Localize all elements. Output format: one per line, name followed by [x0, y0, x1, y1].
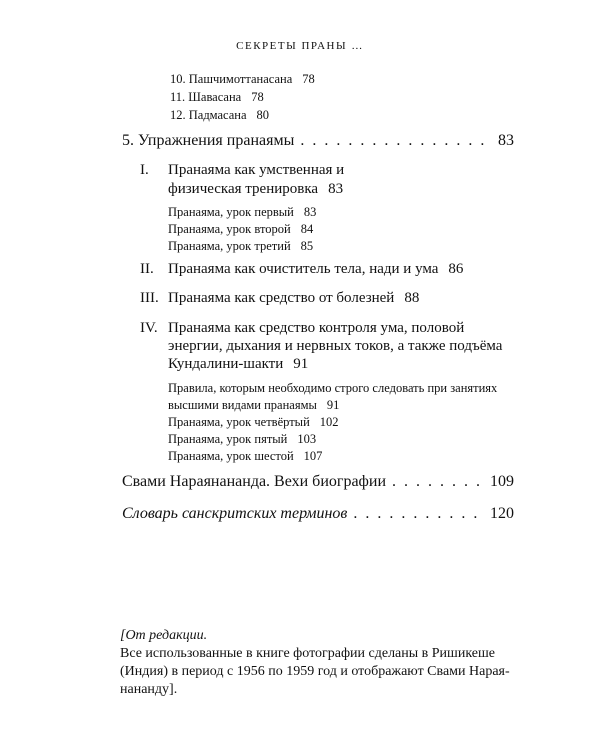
toc-entry-title: Пранаяма, урок первый: [168, 205, 294, 219]
running-header: СЕКРЕТЫ ПРАНЫ …: [236, 40, 364, 52]
toc-entry-title: Свами Нараянананда. Вехи биографии: [122, 473, 387, 490]
dot-leader: [300, 132, 492, 150]
toc-glossary[interactable]: [122, 505, 514, 523]
toc-section-3[interactable]: [140, 290, 419, 307]
editorial-note-line-2: (Индия) в период с 1956 по 1959 год и отображают Свами Нарая-: [120, 664, 510, 679]
toc-entry-title: высшими видами пранаямы: [168, 398, 317, 412]
toc-page-number: 109: [490, 473, 514, 490]
toc-biography[interactable]: [122, 473, 514, 491]
dot-leader: [392, 473, 484, 491]
toc-section-1-continued: [168, 181, 343, 198]
toc-entry-title: Пранаяма, урок второй: [168, 222, 291, 236]
toc-rules-entry[interactable]: [168, 381, 497, 396]
toc-entry-title: Пранаяма как очиститель тела, нади и ума: [168, 261, 439, 277]
toc-page-number: 120: [490, 505, 514, 522]
toc-entry-title: 11. Шавасана: [170, 90, 242, 104]
toc-page-number: 85: [300, 239, 314, 253]
toc-entry-title: Пранаяма как средство от болезней: [168, 290, 395, 306]
editorial-note-heading: [От редакции.: [120, 628, 208, 643]
roman-numeral: III.: [140, 290, 159, 306]
toc-entry-title: 12. Падмасана: [170, 108, 247, 122]
toc-page-number: 78: [302, 72, 315, 86]
toc-page-number: 88: [404, 290, 420, 306]
toc-entry-title: 10. Пашчимоттанасана: [170, 72, 293, 86]
toc-rules-entry-continued: [168, 398, 339, 413]
roman-numeral: II.: [140, 261, 154, 277]
toc-page-number: 83: [303, 205, 317, 219]
toc-entry-title: Пранаяма, урок третий: [168, 239, 291, 253]
toc-entry-title: физическая тренировка: [168, 181, 319, 197]
toc-page-number: 103: [297, 432, 317, 446]
toc-page-number: 102: [319, 415, 339, 429]
toc-page-number: 78: [251, 90, 264, 104]
toc-page-number: 80: [256, 108, 270, 122]
toc-page-number: 86: [448, 261, 464, 277]
toc-lesson-4[interactable]: [168, 415, 339, 430]
toc-lesson-3[interactable]: [168, 239, 313, 254]
toc-entry-asana-11[interactable]: [170, 90, 264, 105]
toc-page-number: 84: [300, 222, 314, 236]
toc-lesson-2[interactable]: [168, 222, 313, 237]
roman-numeral: I.: [140, 162, 149, 178]
toc-section-1[interactable]: [140, 162, 344, 179]
toc-page-number: 107: [303, 449, 323, 463]
toc-entry-title: 5. Упражнения пранаямы: [122, 132, 295, 149]
toc-chapter-5[interactable]: [122, 132, 514, 150]
toc-page-number: 91: [326, 398, 340, 412]
toc-lesson-6[interactable]: [168, 449, 322, 464]
toc-lesson-1[interactable]: [168, 205, 316, 220]
dot-leader: [353, 505, 484, 523]
toc-entry-title: энергии, дыхания и нервных токов, а также подъёма: [168, 338, 503, 354]
editorial-note-line-1: Все использованные в книге фотографии сделаны в Ришикеше: [120, 646, 495, 661]
toc-entry-title: Кундалини-шакти: [168, 356, 284, 372]
toc-page-number: 83: [498, 132, 514, 149]
toc-entry-title: Пранаяма, урок четвёртый: [168, 415, 310, 429]
toc-entry-title: Пранаяма, урок шестой: [168, 449, 294, 463]
toc-entry-title: Пранаяма как средство контроля ума, половой: [168, 320, 465, 336]
editorial-note-line-3: нананду].: [120, 682, 178, 697]
toc-entry-title: Пранаяма как умственная и: [168, 162, 345, 178]
toc-entry-title: Пранаяма, урок пятый: [168, 432, 288, 446]
toc-page-number: 91: [293, 356, 309, 372]
roman-numeral: IV.: [140, 320, 158, 336]
toc-entry-asana-12[interactable]: [170, 108, 269, 123]
toc-section-2[interactable]: [140, 261, 463, 278]
toc-lesson-5[interactable]: [168, 432, 316, 447]
toc-section-4-line-2: [168, 338, 502, 355]
toc-entry-title: Правила, которым необходимо строго следовать при занятиях: [168, 381, 498, 395]
toc-entry-title: Словарь санскритских терминов: [122, 505, 348, 522]
toc-page-number: 83: [328, 181, 344, 197]
toc-section-4[interactable]: [140, 320, 464, 337]
toc-section-4-line-3: [168, 356, 308, 373]
toc-entry-asana-10[interactable]: [170, 72, 315, 87]
